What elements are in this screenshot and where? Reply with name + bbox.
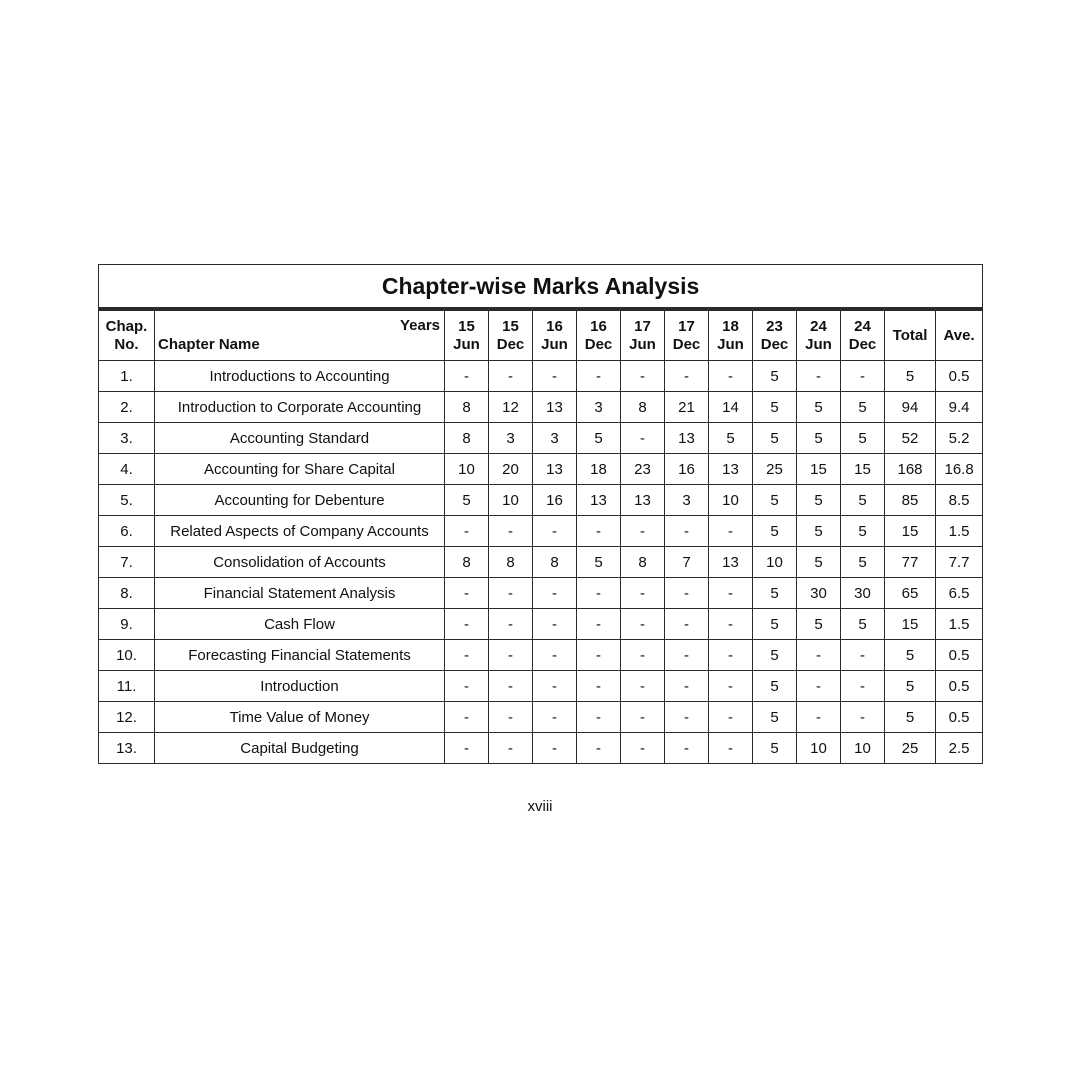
average-header: Ave. bbox=[936, 309, 983, 361]
marks-cell: 13 bbox=[577, 485, 621, 516]
marks-cell: - bbox=[709, 361, 753, 392]
marks-cell: - bbox=[577, 733, 621, 764]
chapter-number: 1. bbox=[99, 361, 155, 392]
marks-cell: - bbox=[533, 609, 577, 640]
average-cell: 6.5 bbox=[936, 578, 983, 609]
marks-cell: 16 bbox=[665, 454, 709, 485]
average-cell: 0.5 bbox=[936, 671, 983, 702]
marks-cell: 18 bbox=[577, 454, 621, 485]
marks-cell: - bbox=[709, 733, 753, 764]
average-cell: 5.2 bbox=[936, 423, 983, 454]
total-cell: 52 bbox=[885, 423, 936, 454]
chapter-name-header-label: Chapter Name bbox=[158, 336, 260, 353]
marks-cell: - bbox=[709, 609, 753, 640]
marks-cell: - bbox=[709, 702, 753, 733]
marks-cell: - bbox=[445, 671, 489, 702]
marks-cell: 5 bbox=[753, 361, 797, 392]
marks-cell: 5 bbox=[753, 671, 797, 702]
exam-year: 15 bbox=[502, 317, 519, 335]
marks-cell: 5 bbox=[753, 516, 797, 547]
marks-cell: 5 bbox=[709, 423, 753, 454]
average-cell: 16.8 bbox=[936, 454, 983, 485]
exam-session: Jun bbox=[541, 335, 568, 353]
table-row bbox=[99, 578, 983, 609]
marks-cell: - bbox=[621, 609, 665, 640]
marks-cell: - bbox=[445, 609, 489, 640]
marks-cell: 5 bbox=[577, 423, 621, 454]
marks-cell: 13 bbox=[709, 547, 753, 578]
total-cell: 15 bbox=[885, 609, 936, 640]
chapter-name: Time Value of Money bbox=[155, 702, 445, 733]
marks-cell: - bbox=[533, 702, 577, 733]
chapter-number: 7. bbox=[99, 547, 155, 578]
marks-cell: 8 bbox=[445, 392, 489, 423]
marks-cell: 30 bbox=[797, 578, 841, 609]
marks-cell: - bbox=[621, 702, 665, 733]
marks-cell: 20 bbox=[489, 454, 533, 485]
exam-year: 16 bbox=[590, 317, 607, 335]
marks-cell: - bbox=[621, 578, 665, 609]
marks-cell: - bbox=[533, 578, 577, 609]
marks-cell: - bbox=[841, 702, 885, 733]
marks-cell: 5 bbox=[841, 485, 885, 516]
chapter-name: Introductions to Accounting bbox=[155, 361, 445, 392]
table-row bbox=[99, 702, 983, 733]
exam-column-header bbox=[797, 309, 841, 361]
average-cell: 0.5 bbox=[936, 361, 983, 392]
table-row bbox=[99, 485, 983, 516]
exam-year: 17 bbox=[678, 317, 695, 335]
table-row bbox=[99, 609, 983, 640]
marks-cell: 25 bbox=[753, 454, 797, 485]
chapter-name: Related Aspects of Company Accounts bbox=[155, 516, 445, 547]
chapter-name: Capital Budgeting bbox=[155, 733, 445, 764]
marks-cell: 10 bbox=[489, 485, 533, 516]
marks-cell: 5 bbox=[577, 547, 621, 578]
marks-cell: 8 bbox=[621, 547, 665, 578]
marks-cell: - bbox=[797, 361, 841, 392]
table-row bbox=[99, 392, 983, 423]
marks-cell: - bbox=[577, 361, 621, 392]
marks-cell: - bbox=[665, 733, 709, 764]
exam-session: Dec bbox=[496, 335, 525, 353]
marks-cell: - bbox=[709, 640, 753, 671]
total-cell: 65 bbox=[885, 578, 936, 609]
marks-cell: - bbox=[709, 578, 753, 609]
marks-cell: 3 bbox=[665, 485, 709, 516]
marks-cell: - bbox=[797, 702, 841, 733]
marks-cell: 10 bbox=[797, 733, 841, 764]
marks-cell: - bbox=[489, 733, 533, 764]
marks-cell: 13 bbox=[533, 454, 577, 485]
chapter-name: Accounting for Debenture bbox=[155, 485, 445, 516]
table-row bbox=[99, 640, 983, 671]
marks-cell: - bbox=[577, 609, 621, 640]
marks-cell: 21 bbox=[665, 392, 709, 423]
chapter-number: 4. bbox=[99, 454, 155, 485]
marks-cell: - bbox=[665, 609, 709, 640]
marks-cell: 23 bbox=[621, 454, 665, 485]
table-header-row bbox=[99, 309, 983, 361]
marks-cell: 10 bbox=[753, 547, 797, 578]
table-row bbox=[99, 671, 983, 702]
marks-cell: 5 bbox=[753, 423, 797, 454]
exam-session: Dec bbox=[848, 335, 877, 353]
marks-cell: 5 bbox=[797, 392, 841, 423]
exam-year: 23 bbox=[766, 317, 783, 335]
marks-cell: - bbox=[797, 671, 841, 702]
chapter-number: 6. bbox=[99, 516, 155, 547]
average-cell: 9.4 bbox=[936, 392, 983, 423]
chapter-number: 8. bbox=[99, 578, 155, 609]
marks-cell: - bbox=[621, 361, 665, 392]
marks-cell: 8 bbox=[533, 547, 577, 578]
marks-cell: 10 bbox=[709, 485, 753, 516]
exam-column-header bbox=[577, 309, 621, 361]
marks-cell: 5 bbox=[753, 640, 797, 671]
marks-cell: - bbox=[533, 361, 577, 392]
exam-year: 17 bbox=[634, 317, 651, 335]
exam-year: 16 bbox=[546, 317, 563, 335]
marks-cell: 14 bbox=[709, 392, 753, 423]
marks-cell: 15 bbox=[797, 454, 841, 485]
marks-cell: - bbox=[445, 640, 489, 671]
marks-cell: 5 bbox=[841, 609, 885, 640]
marks-cell: - bbox=[665, 516, 709, 547]
marks-cell: - bbox=[577, 578, 621, 609]
total-cell: 5 bbox=[885, 361, 936, 392]
exam-year: 24 bbox=[854, 317, 871, 335]
average-cell: 0.5 bbox=[936, 702, 983, 733]
marks-cell: - bbox=[533, 733, 577, 764]
chapter-name: Accounting for Share Capital bbox=[155, 454, 445, 485]
marks-cell: - bbox=[841, 671, 885, 702]
marks-cell: - bbox=[665, 361, 709, 392]
marks-cell: 5 bbox=[841, 392, 885, 423]
marks-cell: 13 bbox=[709, 454, 753, 485]
exam-column-header bbox=[445, 309, 489, 361]
total-cell: 5 bbox=[885, 640, 936, 671]
marks-cell: 5 bbox=[753, 578, 797, 609]
table-row bbox=[99, 454, 983, 485]
marks-cell: 5 bbox=[797, 516, 841, 547]
chapter-name: Forecasting Financial Statements bbox=[155, 640, 445, 671]
chapter-number: 2. bbox=[99, 392, 155, 423]
marks-cell: - bbox=[489, 516, 533, 547]
marks-cell: - bbox=[621, 423, 665, 454]
exam-session: Dec bbox=[760, 335, 789, 353]
marks-cell: 5 bbox=[753, 733, 797, 764]
marks-cell: - bbox=[665, 640, 709, 671]
marks-cell: - bbox=[577, 671, 621, 702]
marks-cell: - bbox=[577, 516, 621, 547]
exam-session: Dec bbox=[584, 335, 613, 353]
marks-cell: - bbox=[489, 361, 533, 392]
marks-cell: - bbox=[533, 516, 577, 547]
marks-cell: 12 bbox=[489, 392, 533, 423]
marks-cell: - bbox=[665, 578, 709, 609]
marks-cell: 10 bbox=[445, 454, 489, 485]
marks-cell: 15 bbox=[841, 454, 885, 485]
exam-column-header bbox=[841, 309, 885, 361]
marks-cell: 16 bbox=[533, 485, 577, 516]
marks-cell: - bbox=[841, 361, 885, 392]
marks-cell: 5 bbox=[841, 423, 885, 454]
marks-cell: - bbox=[841, 640, 885, 671]
total-cell: 85 bbox=[885, 485, 936, 516]
total-header: Total bbox=[885, 309, 936, 361]
marks-cell: - bbox=[445, 516, 489, 547]
marks-cell: - bbox=[709, 516, 753, 547]
marks-cell: 5 bbox=[797, 547, 841, 578]
marks-cell: - bbox=[577, 640, 621, 671]
marks-cell: 5 bbox=[753, 702, 797, 733]
total-cell: 25 bbox=[885, 733, 936, 764]
chapter-name: Introduction bbox=[155, 671, 445, 702]
marks-cell: - bbox=[445, 578, 489, 609]
exam-year: 15 bbox=[458, 317, 475, 335]
marks-cell: 3 bbox=[489, 423, 533, 454]
marks-cell: 3 bbox=[533, 423, 577, 454]
total-cell: 5 bbox=[885, 702, 936, 733]
marks-cell: 5 bbox=[445, 485, 489, 516]
chap-no-header-line2: No. bbox=[114, 335, 139, 353]
chapter-name: Consolidation of Accounts bbox=[155, 547, 445, 578]
table-row bbox=[99, 361, 983, 392]
marks-cell: 8 bbox=[621, 392, 665, 423]
chapter-name: Financial Statement Analysis bbox=[155, 578, 445, 609]
chapter-number: 9. bbox=[99, 609, 155, 640]
chapter-name-header bbox=[155, 309, 445, 361]
total-cell: 94 bbox=[885, 392, 936, 423]
marks-cell: - bbox=[533, 640, 577, 671]
marks-cell: 8 bbox=[445, 547, 489, 578]
total-cell: 5 bbox=[885, 671, 936, 702]
table-row bbox=[99, 516, 983, 547]
marks-cell: - bbox=[445, 361, 489, 392]
marks-cell: 5 bbox=[753, 485, 797, 516]
marks-cell: 5 bbox=[797, 609, 841, 640]
exam-year: 18 bbox=[722, 317, 739, 335]
table-body bbox=[99, 361, 983, 764]
exam-column-header bbox=[709, 309, 753, 361]
exam-session: Jun bbox=[629, 335, 656, 353]
marks-cell: 7 bbox=[665, 547, 709, 578]
chapter-name: Accounting Standard bbox=[155, 423, 445, 454]
marks-cell: 3 bbox=[577, 392, 621, 423]
chapter-number: 5. bbox=[99, 485, 155, 516]
exam-session: Jun bbox=[717, 335, 744, 353]
marks-cell: 5 bbox=[841, 516, 885, 547]
table-row bbox=[99, 423, 983, 454]
marks-cell: 5 bbox=[753, 609, 797, 640]
chapter-number: 13. bbox=[99, 733, 155, 764]
total-cell: 77 bbox=[885, 547, 936, 578]
chapter-number: 3. bbox=[99, 423, 155, 454]
marks-cell: 8 bbox=[489, 547, 533, 578]
marks-cell: 13 bbox=[533, 392, 577, 423]
marks-cell: 30 bbox=[841, 578, 885, 609]
marks-cell: - bbox=[665, 702, 709, 733]
marks-cell: - bbox=[489, 671, 533, 702]
marks-cell: - bbox=[489, 640, 533, 671]
marks-cell: 13 bbox=[621, 485, 665, 516]
marks-cell: - bbox=[621, 671, 665, 702]
marks-cell: - bbox=[665, 671, 709, 702]
chapter-name: Introduction to Corporate Accounting bbox=[155, 392, 445, 423]
table-row bbox=[99, 547, 983, 578]
average-cell: 0.5 bbox=[936, 640, 983, 671]
total-cell: 15 bbox=[885, 516, 936, 547]
marks-cell: 5 bbox=[753, 392, 797, 423]
years-header-label: Years bbox=[399, 317, 440, 334]
marks-cell: - bbox=[445, 702, 489, 733]
average-cell: 1.5 bbox=[936, 609, 983, 640]
marks-cell: - bbox=[621, 516, 665, 547]
marks-cell: - bbox=[445, 733, 489, 764]
average-cell: 1.5 bbox=[936, 516, 983, 547]
marks-cell: - bbox=[621, 640, 665, 671]
chapter-number: 10. bbox=[99, 640, 155, 671]
page-number: xviii bbox=[527, 798, 553, 815]
exam-year: 24 bbox=[810, 317, 827, 335]
average-cell: 2.5 bbox=[936, 733, 983, 764]
marks-cell: 5 bbox=[797, 423, 841, 454]
exam-session: Jun bbox=[453, 335, 480, 353]
average-cell: 8.5 bbox=[936, 485, 983, 516]
marks-cell: 5 bbox=[841, 547, 885, 578]
exam-column-header bbox=[533, 309, 577, 361]
exam-session: Jun bbox=[805, 335, 832, 353]
marks-cell: 13 bbox=[665, 423, 709, 454]
marks-cell: 10 bbox=[841, 733, 885, 764]
total-cell: 168 bbox=[885, 454, 936, 485]
chap-no-header bbox=[99, 309, 155, 361]
table-row bbox=[99, 733, 983, 764]
chapter-number: 12. bbox=[99, 702, 155, 733]
marks-analysis-table bbox=[98, 264, 983, 764]
marks-cell: - bbox=[533, 671, 577, 702]
marks-cell: - bbox=[621, 733, 665, 764]
exam-column-header bbox=[489, 309, 533, 361]
average-cell: 7.7 bbox=[936, 547, 983, 578]
marks-cell: 5 bbox=[797, 485, 841, 516]
chap-no-header-line1: Chap. bbox=[105, 317, 148, 335]
exam-column-header bbox=[753, 309, 797, 361]
chapter-number: 11. bbox=[99, 671, 155, 702]
chapter-name: Cash Flow bbox=[155, 609, 445, 640]
marks-cell: - bbox=[489, 609, 533, 640]
table-title: Chapter-wise Marks Analysis bbox=[99, 265, 983, 310]
marks-cell: - bbox=[577, 702, 621, 733]
marks-cell: 8 bbox=[445, 423, 489, 454]
marks-cell: - bbox=[709, 671, 753, 702]
exam-session: Dec bbox=[672, 335, 701, 353]
exam-column-header bbox=[621, 309, 665, 361]
marks-cell: - bbox=[797, 640, 841, 671]
marks-cell: - bbox=[489, 702, 533, 733]
marks-cell: - bbox=[489, 578, 533, 609]
exam-column-header bbox=[665, 309, 709, 361]
